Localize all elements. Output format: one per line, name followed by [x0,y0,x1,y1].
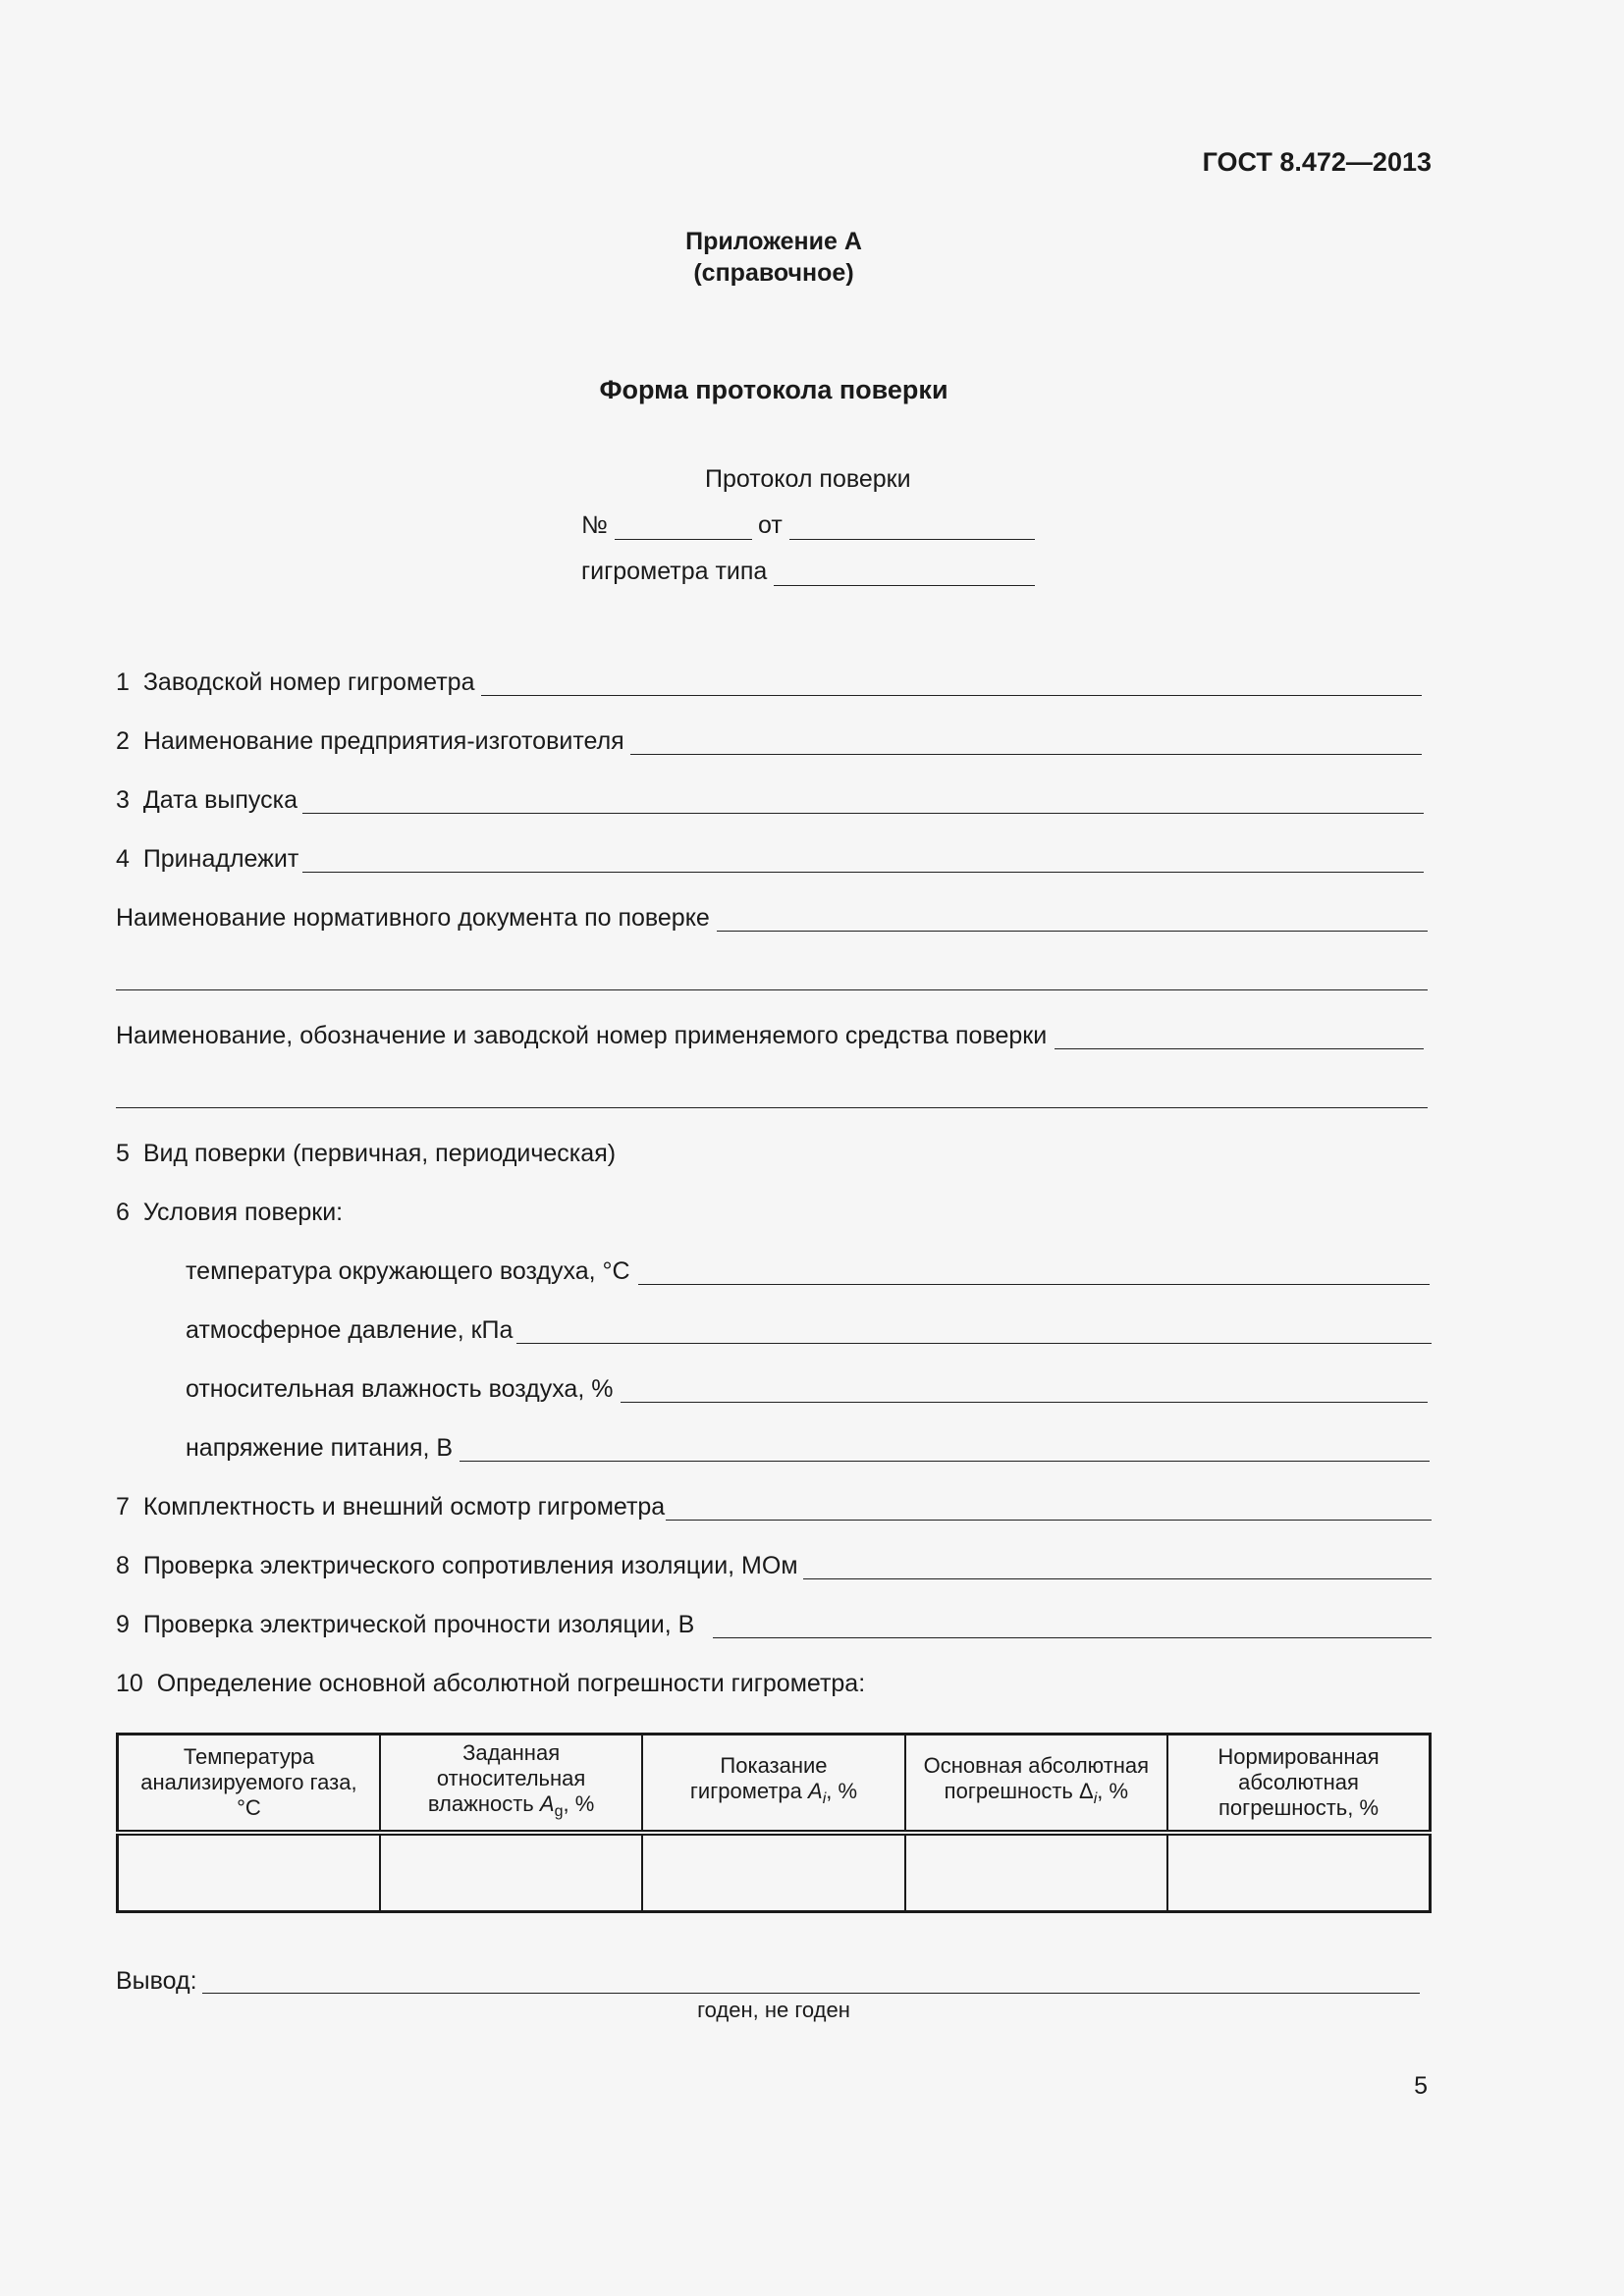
item-2 [116,726,624,756]
table-cell-hygrometer-reading[interactable] [642,1833,904,1912]
column-header-hygrometer-reading: Показание гигрометра $A_i$, % [642,1735,904,1834]
air-humidity-label: относительная влажность воздуха, % [186,1375,614,1403]
item-1-label: Заводской номер гигрометра [142,668,475,696]
supply-voltage-label: напряжение питания, В [186,1434,454,1462]
conclusion-hint: годен, не годен [697,1998,850,2022]
verification-means-label: Наименование, обозначение и заводской номер применяемого средства поверки [116,1022,1048,1049]
protocol-date-label: от [758,511,783,539]
item-7 [116,1492,665,1522]
column-header-absolute-error: Основная абсолютная погрешность $\Delta_i$, % [905,1735,1167,1834]
item-1-number: 1 [116,668,130,696]
normative-document-label: Наименование нормативного документа по поверке [116,904,710,932]
item-9-number: 9 [116,1611,130,1638]
item-6 [116,1198,343,1227]
table-cell-absolute-error[interactable] [905,1833,1167,1912]
release-date-field[interactable] [302,813,1424,814]
hygrometer-type-label: гигрометра типа [581,558,768,585]
insulation-strength-field[interactable] [713,1637,1432,1638]
appendix-title: Приложение А [685,228,862,255]
table-cell-gas-temperature[interactable] [118,1833,380,1912]
manufacturer-field[interactable] [630,754,1422,755]
table-row [118,1833,1431,1912]
protocol-date-field[interactable] [789,539,1035,540]
normative-document-field-continued[interactable] [116,989,1428,990]
item-8-number: 8 [116,1552,130,1579]
supply-voltage-field[interactable] [460,1461,1430,1462]
table-cell-set-humidity[interactable] [380,1833,642,1912]
column-header-gas-temperature: Температура анализируемого газа, °С [118,1735,380,1834]
item-2-number: 2 [116,727,130,755]
item-9 [116,1610,694,1639]
item-3 [116,785,298,815]
air-humidity-field[interactable] [621,1402,1428,1403]
item-6-number: 6 [116,1199,130,1226]
item-10-label: Определение основной абсолютной погрешности гигрометра: [156,1670,866,1697]
column-header-set-humidity: Заданная относительная влажность $A_g$, % [380,1735,642,1834]
owner-field[interactable] [302,872,1424,873]
ambient-temperature-label: температура окружающего воздуха, °С [186,1257,630,1285]
item-10-number: 10 [116,1670,143,1697]
normative-document-field[interactable] [717,931,1428,932]
form-title: Форма протокола поверки [599,375,948,404]
atmospheric-pressure-label: атмосферное давление, кПа [186,1316,514,1344]
protocol-number-field[interactable] [615,539,752,540]
completeness-field[interactable] [666,1520,1432,1521]
conclusion-label: Вывод: [116,1967,197,1995]
item-8-label: Проверка электрического сопротивления изоляции, МОм [142,1552,798,1579]
item-7-number: 7 [116,1493,130,1521]
item-7-label: Комплектность и внешний осмотр гигрометра [142,1493,666,1521]
protocol-number-label: № [581,511,608,539]
appendix-subtitle: (справочное) [693,259,854,287]
error-results-table [116,1733,1432,1913]
ambient-temperature-field[interactable] [638,1284,1430,1285]
item-3-label: Дата выпуска [142,786,298,814]
item-4 [116,844,298,874]
item-6-label: Условия поверки: [142,1199,344,1226]
item-8 [116,1551,798,1580]
item-4-label: Принадлежит [142,845,299,873]
conclusion-field[interactable] [202,1993,1420,1994]
protocol-title: Протокол поверки [705,465,911,493]
item-1 [116,667,474,697]
hygrometer-type-field[interactable] [774,585,1035,586]
table-header-row [118,1735,1431,1834]
page-number: 5 [1414,2072,1428,2100]
item-3-number: 3 [116,786,130,814]
standard-designation: ГОСТ 8.472—2013 [1202,147,1432,177]
item-5-number: 5 [116,1140,130,1167]
appendix-heading [0,226,1547,289]
column-header-normalized-error: Нормированная абсолютная погрешность, % [1167,1735,1430,1834]
insulation-resistance-field[interactable] [803,1578,1432,1579]
item-4-number: 4 [116,845,130,873]
table-cell-normalized-error[interactable] [1167,1833,1430,1912]
item-2-label: Наименование предприятия-изготовителя [142,727,624,755]
verification-means-field-continued[interactable] [116,1107,1428,1108]
serial-number-field[interactable] [481,695,1422,696]
item-5-label: Вид поверки (первичная, периодическая) [142,1140,617,1167]
atmospheric-pressure-field[interactable] [516,1343,1432,1344]
item-9-label: Проверка электрической прочности изоляции, В [142,1611,695,1638]
item-5 [116,1139,616,1168]
verification-means-field[interactable] [1055,1048,1424,1049]
item-10 [116,1669,865,1698]
